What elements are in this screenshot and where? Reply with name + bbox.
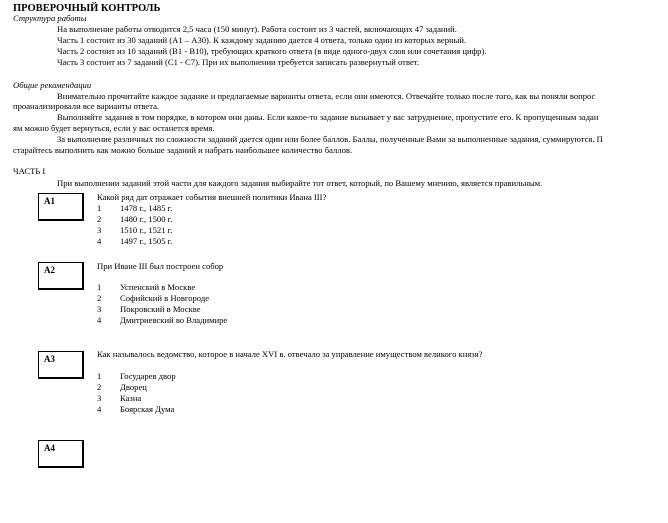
option-text: Дмитриевский во Владимире bbox=[120, 315, 228, 325]
question-label-box bbox=[38, 262, 84, 290]
structure-line: Часть 1 состоит из 30 заданий (А1 – А30). К каждому заданию дается 4 ответа, только один из которых верный. bbox=[57, 35, 467, 45]
option-number: 1 bbox=[97, 371, 102, 381]
option-number: 2 bbox=[97, 382, 102, 392]
option-text: Казна bbox=[120, 393, 142, 403]
structure-line: На выполнение работы отводится 2,5 часа (150 минут). Работа состоит из 3 частей, включающих 47 заданий. bbox=[57, 24, 457, 34]
question-label: А2 bbox=[44, 265, 55, 275]
option-text: 1480 г., 1500 г. bbox=[120, 214, 173, 224]
question-text: При Иване III был построен собор bbox=[97, 261, 224, 271]
option-number: 4 bbox=[97, 315, 102, 325]
option-number: 2 bbox=[97, 293, 102, 303]
option-text: 1497 г., 1505 г. bbox=[120, 236, 173, 246]
recommendations-heading: Общие рекомендации bbox=[13, 80, 92, 90]
question-label: А4 bbox=[44, 443, 55, 453]
part-heading: ЧАСТЬ I bbox=[13, 166, 46, 176]
option-number: 3 bbox=[97, 393, 102, 403]
part-instruction: При выполнении заданий этой части для каждого задания выбирайте тот ответ, который, по Вашему мнению, является правильным. bbox=[57, 178, 543, 188]
option-number: 4 bbox=[97, 236, 102, 246]
question-label-box bbox=[38, 440, 84, 468]
structure-line: Часть 3 состоит из 7 заданий (С1 - С7). При их выполнении требуется записать развернутый ответ. bbox=[57, 57, 420, 67]
option-text: Дворец bbox=[120, 382, 147, 392]
option-number: 1 bbox=[97, 203, 102, 213]
recommendation-line: Выполняйте задания в том порядке, в котором они даны. Если какое-то задание вызывает у вас затруднение, пропустите его. К пропущенным задан bbox=[57, 112, 599, 122]
question-text: Как называлось ведомство, которое в начале XVI в. отвечало за управление имуществом великого князя? bbox=[97, 349, 483, 359]
recommendation-line: За выполнение различных по сложности заданий дается один или более баллов. Баллы, полученные Вами за выполненные задания, суммируются. П bbox=[57, 134, 603, 144]
option-number: 1 bbox=[97, 282, 102, 292]
option-text: Покровский в Москве bbox=[120, 304, 201, 314]
option-text: Боярская Дума bbox=[120, 404, 175, 414]
recommendation-line: старайтесь выполнить как можно больше заданий и набрать наибольшее количество баллов. bbox=[13, 145, 353, 155]
recommendation-line: ям можно будет вернуться, если у вас останется время. bbox=[13, 123, 215, 133]
option-text: Государев двор bbox=[120, 371, 176, 381]
question-label: А3 bbox=[44, 354, 55, 364]
question-text: Какой ряд дат отражает события внешней политики Ивана III? bbox=[97, 192, 327, 202]
option-text: Софийский в Новгороде bbox=[120, 293, 210, 303]
page-title: ПРОВЕРОЧНЫЙ КОНТРОЛЬ bbox=[13, 3, 161, 14]
question-label: А1 bbox=[44, 196, 55, 206]
option-text: 1478 г., 1485 г. bbox=[120, 203, 173, 213]
structure-heading: Структура работы bbox=[13, 13, 87, 23]
structure-line: Часть 2 состоит из 10 заданий (В1 - В10), требующих краткого ответа (в виде одного-двух слов или сочетания цифр). bbox=[57, 46, 487, 56]
recommendation-line: проанализировали все варианты ответа. bbox=[13, 101, 160, 111]
recommendation-line: Внимательно прочитайте каждое задание и предлагаемые варианты ответа, если они имеются. Отвечайте только после того, как вы поняли вопрос bbox=[57, 91, 596, 101]
option-number: 3 bbox=[97, 225, 102, 235]
option-text: Успенский в Москве bbox=[120, 282, 196, 292]
option-number: 2 bbox=[97, 214, 102, 224]
option-number: 3 bbox=[97, 304, 102, 314]
question-label-box bbox=[38, 351, 84, 379]
question-label-box bbox=[38, 193, 84, 221]
option-number: 4 bbox=[97, 404, 102, 414]
option-text: 1510 г., 1521 г. bbox=[120, 225, 173, 235]
